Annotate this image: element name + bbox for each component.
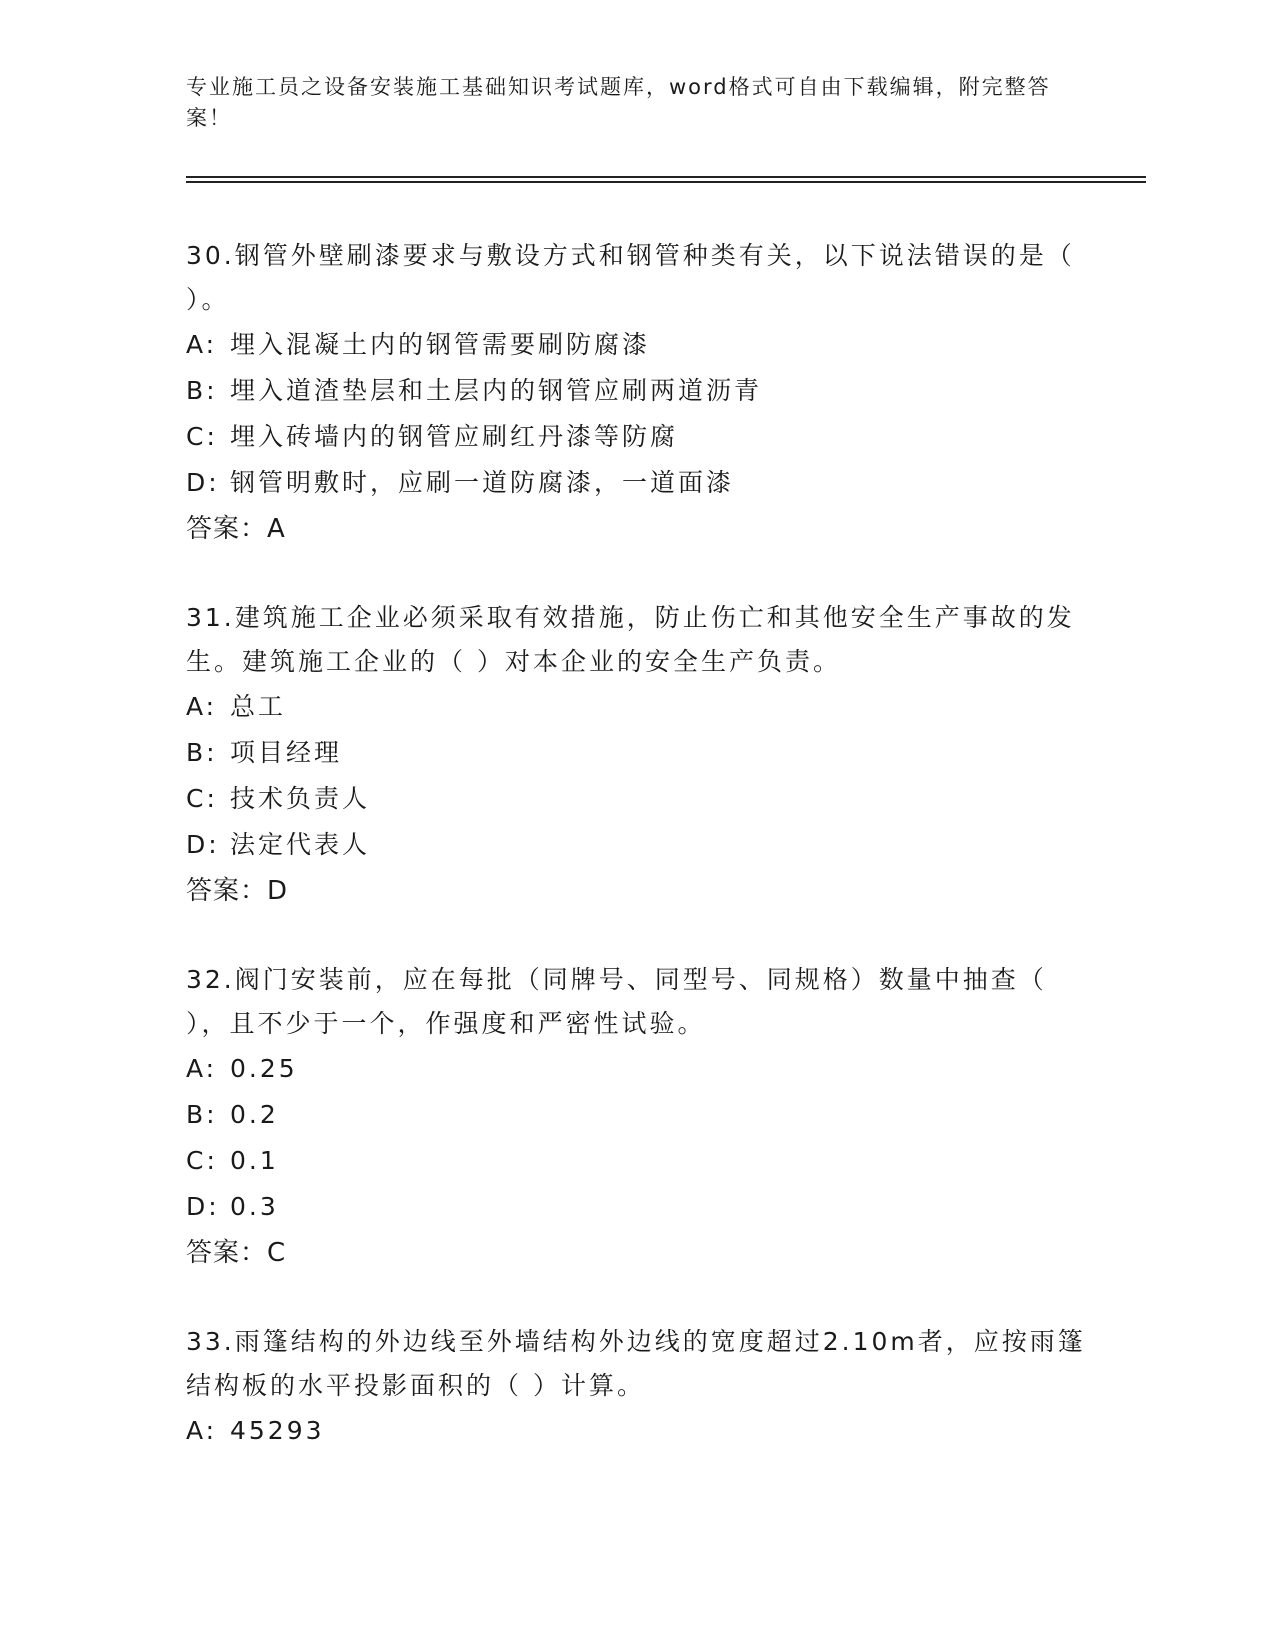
- question-stem: 33.雨篷结构的外边线至外墙结构外边线的宽度超过2.10m者，应按雨篷结构板的水平投影面积的（ ）计算。: [186, 1327, 1086, 1400]
- option-text: 0.25: [230, 1054, 298, 1083]
- option-key: C:: [186, 422, 218, 451]
- option-text: 45293: [230, 1416, 325, 1445]
- answer-line: 答案：C: [186, 1238, 287, 1268]
- option-a: [186, 1408, 1086, 1454]
- option-text: 埋入砖墙内的钢管应刷红丹漆等防腐: [230, 422, 679, 451]
- option-c: [186, 1138, 1086, 1184]
- option-d: [186, 460, 1086, 506]
- question-30: [186, 234, 1086, 552]
- header-divider-bottom: [186, 181, 1146, 183]
- option-key: A:: [186, 330, 218, 359]
- option-key: C:: [186, 1146, 218, 1175]
- header-divider-top: [186, 176, 1146, 178]
- question-stem: 32.阀门安装前，应在每批（同牌号、同型号、同规格）数量中抽查（ ），且不少于一个，作强度和严密性试验。: [186, 965, 1047, 1038]
- option-c: [186, 414, 1086, 460]
- option-text: 钢管明敷时，应刷一道防腐漆，一道面漆: [230, 468, 735, 497]
- option-key: B:: [186, 738, 218, 767]
- option-b: [186, 368, 1086, 414]
- option-key: D:: [186, 830, 220, 859]
- option-d: [186, 1184, 1086, 1230]
- option-key: D:: [186, 468, 220, 497]
- option-key: D:: [186, 1192, 220, 1221]
- option-key: A:: [186, 1054, 218, 1083]
- option-text: 法定代表人: [230, 830, 371, 859]
- option-d: [186, 822, 1086, 868]
- option-text: 0.2: [230, 1100, 279, 1129]
- question-33: [186, 1320, 1086, 1454]
- question-stem: 31.建筑施工企业必须采取有效措施，防止伤亡和其他安全生产事故的发生。建筑施工企业的（ ）对本企业的安全生产负责。: [186, 603, 1075, 676]
- option-b: [186, 730, 1086, 776]
- option-c: [186, 776, 1086, 822]
- option-text: 技术负责人: [230, 784, 371, 813]
- option-a: [186, 1046, 1086, 1092]
- option-a: [186, 322, 1086, 368]
- option-text: 埋入道渣垫层和土层内的钢管应刷两道沥青: [230, 376, 763, 405]
- question-stem: 30.钢管外壁刷漆要求与敷设方式和钢管种类有关，以下说法错误的是（ ）。: [186, 241, 1075, 314]
- question-32: [186, 958, 1086, 1276]
- option-text: 0.1: [230, 1146, 279, 1175]
- question-31: [186, 596, 1086, 914]
- option-a: [186, 684, 1086, 730]
- option-key: B:: [186, 376, 218, 405]
- answer-line: 答案：A: [186, 514, 286, 544]
- option-key: A:: [186, 692, 218, 721]
- option-b: [186, 1092, 1086, 1138]
- document-header: 专业施工员之设备安装施工基础知识考试题库，word格式可自由下载编辑，附完整答案！: [186, 75, 1051, 130]
- option-key: B:: [186, 1100, 218, 1129]
- option-text: 项目经理: [230, 738, 343, 767]
- option-text: 0.3: [230, 1192, 279, 1221]
- option-text: 总工: [230, 692, 287, 721]
- answer-line: 答案：D: [186, 876, 289, 906]
- option-key: A:: [186, 1416, 218, 1445]
- option-key: C:: [186, 784, 218, 813]
- option-text: 埋入混凝土内的钢管需要刷防腐漆: [230, 330, 651, 359]
